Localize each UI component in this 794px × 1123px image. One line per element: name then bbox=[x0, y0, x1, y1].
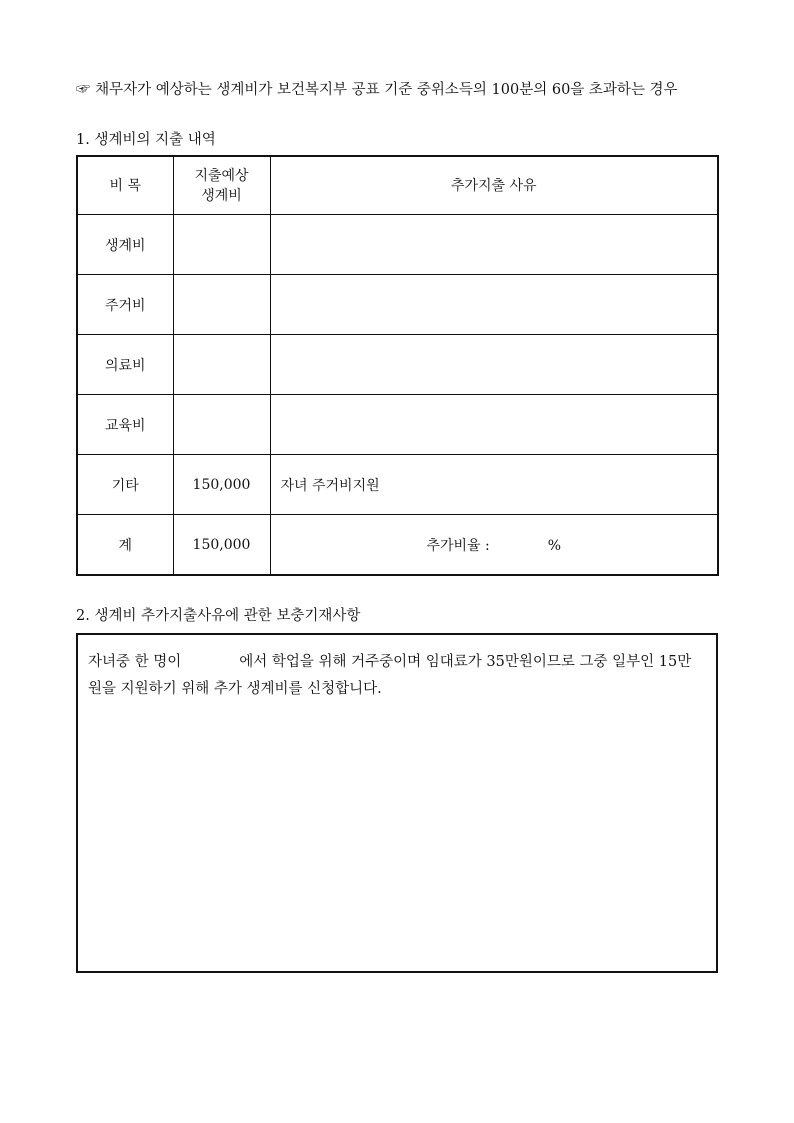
supplement-memo-text bbox=[88, 649, 702, 703]
memo-text-part1: 자녀중 한 명이 bbox=[88, 654, 182, 670]
row-reason[interactable] bbox=[270, 395, 718, 455]
total-amount[interactable]: 150,000 bbox=[173, 515, 270, 576]
row-amount[interactable] bbox=[173, 215, 270, 275]
row-amount[interactable] bbox=[173, 395, 270, 455]
row-category: 기타 bbox=[77, 455, 173, 515]
header-amount-line1: 지출예상 bbox=[194, 167, 249, 184]
header-amount bbox=[173, 156, 270, 215]
row-category: 생계비 bbox=[77, 215, 173, 275]
memo-text-part2: 에서 학업을 위해 거주중이며 임대료가 35만원이므로 그중 일부인 15만원을 지원하기 위해 추가 생계비를 신청합니다. bbox=[88, 654, 692, 697]
expense-table bbox=[76, 155, 719, 576]
row-category: 교육비 bbox=[77, 395, 173, 455]
section-1-title: 1. 생계비의 지출 내역 bbox=[76, 132, 216, 148]
row-reason[interactable] bbox=[270, 335, 718, 395]
row-reason[interactable]: 자녀 주거비지원 bbox=[270, 455, 718, 515]
total-ratio-cell[interactable] bbox=[270, 515, 718, 576]
total-row bbox=[77, 515, 718, 576]
table-header-row bbox=[77, 156, 718, 215]
supplement-memo-box[interactable] bbox=[76, 633, 718, 973]
table-row bbox=[77, 335, 718, 395]
header-amount-line2: 생계비 bbox=[201, 187, 242, 204]
table-row bbox=[77, 215, 718, 275]
ratio-unit: % bbox=[547, 537, 562, 554]
row-amount[interactable] bbox=[173, 275, 270, 335]
row-category: 주거비 bbox=[77, 275, 173, 335]
section-2-title: 2. 생계비 추가지출사유에 관한 보충기재사항 bbox=[76, 608, 361, 624]
table-row bbox=[77, 275, 718, 335]
row-reason[interactable] bbox=[270, 215, 718, 275]
ratio-label: 추가비율 : bbox=[426, 537, 490, 554]
header-reason: 추가지출 사유 bbox=[270, 156, 718, 215]
table-row bbox=[77, 395, 718, 455]
total-category: 계 bbox=[77, 515, 173, 576]
row-reason[interactable] bbox=[270, 275, 718, 335]
table-row bbox=[77, 455, 718, 515]
row-category: 의료비 bbox=[77, 335, 173, 395]
notice-text: ☞ 채무자가 예상하는 생계비가 보건복지부 공표 기준 중위소득의 100분의 60을 초과하는 경우 bbox=[76, 82, 678, 98]
header-item: 비 목 bbox=[77, 156, 173, 215]
row-amount[interactable] bbox=[173, 335, 270, 395]
row-amount[interactable]: 150,000 bbox=[173, 455, 270, 515]
